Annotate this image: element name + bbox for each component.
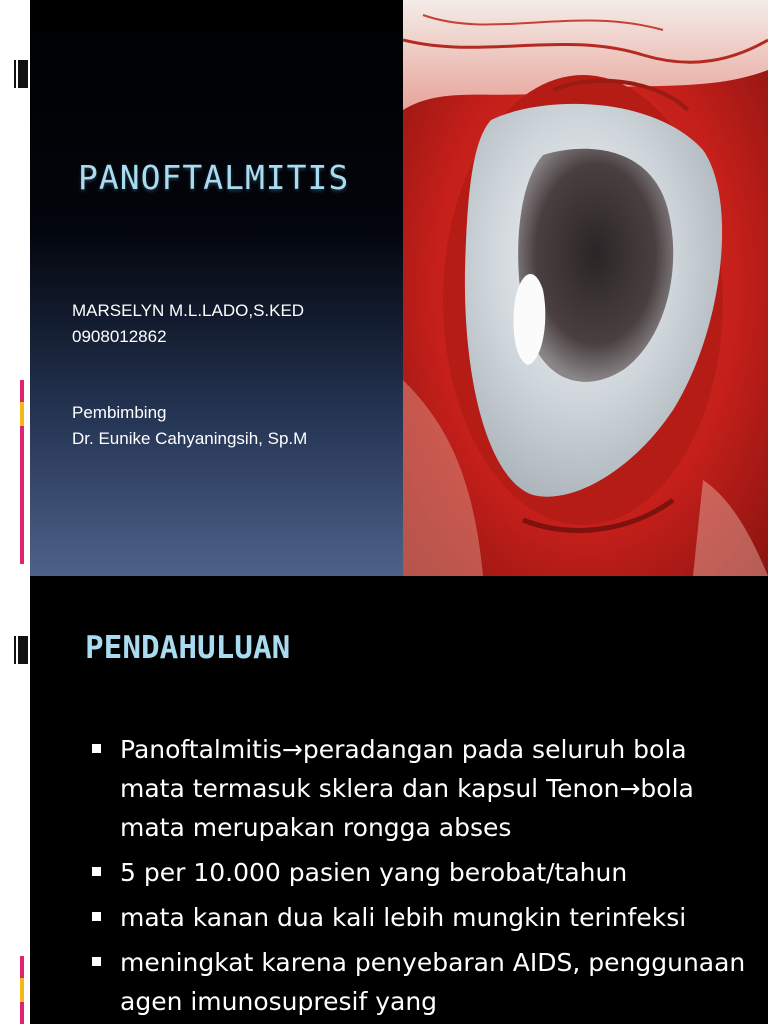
slide-heading: PENDAHULUAN <box>85 630 291 666</box>
bullet-text: 5 per 10.000 pasien yang berobat/tahun <box>120 858 628 887</box>
slide1-accent-stripe-pink <box>20 380 24 402</box>
left-gutter <box>0 0 30 1024</box>
author-block <box>72 298 304 350</box>
slide2-accent-stripe-pink <box>20 956 24 978</box>
list-item <box>90 898 750 937</box>
slide2-accent-stripe-pink-long <box>20 1002 24 1024</box>
advisor-name: Dr. Eunike Cahyaningsih, Sp.M <box>72 429 308 448</box>
bullet-square-icon <box>92 912 101 921</box>
eye-photo <box>403 0 768 576</box>
title-slide <box>30 0 768 576</box>
slide-title: PANOFTALMITIS <box>78 158 350 197</box>
bullet-square-icon <box>92 744 101 753</box>
bullet-text: Panoftalmitis→peradangan pada seluruh bola mata termasuk sklera dan kapsul Tenon→bola mata merupakan rongga abses <box>120 735 694 842</box>
bullet-square-icon <box>92 957 101 966</box>
slide2-accent-stripe-yellow <box>20 978 24 1002</box>
list-item <box>90 730 750 847</box>
advisor-block <box>72 400 307 452</box>
bullet-text: meningkat karena penyebaran AIDS, penggunaan agen imunosupresif yang <box>120 948 746 1016</box>
content-slide <box>30 576 768 1024</box>
slide1-corner-mark <box>18 60 28 88</box>
slide1-accent-stripe-yellow <box>20 402 24 426</box>
slide1-accent-stripe-pink-long <box>20 426 24 564</box>
bullet-text: mata kanan dua kali lebih mungkin terinfeksi <box>120 903 687 932</box>
author-name: MARSELYN M.L.LADO,S.KED <box>72 301 305 320</box>
author-id: 0908012862 <box>72 327 167 346</box>
bullet-list <box>90 730 750 1024</box>
slide2-corner-mark <box>18 636 28 664</box>
list-item <box>90 853 750 892</box>
bullet-square-icon <box>92 867 101 876</box>
advisor-label: Pembimbing <box>72 403 167 422</box>
list-item <box>90 943 750 1021</box>
